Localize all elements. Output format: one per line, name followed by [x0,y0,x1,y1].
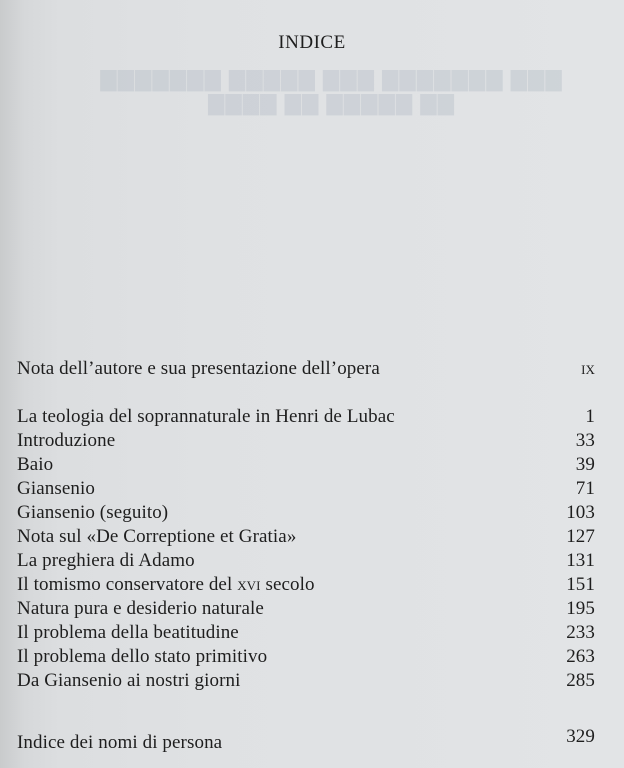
label-part: secolo [260,574,315,595]
toc-entry [17,478,595,500]
toc-entry-page: 131 [566,550,595,571]
toc-entry-label: Il problema della beatitudine [17,622,239,643]
toc-entry [17,454,595,476]
toc-entry [17,622,595,644]
toc-entry-label: La preghiera di Adamo [17,550,195,571]
toc-entry-page: 33 [575,430,595,451]
toc-entry-page: 1 [585,406,595,427]
toc-entry-front-matter [17,358,595,380]
toc-entry [17,430,595,452]
toc-entry [17,550,595,572]
toc-entry-page: 151 [566,574,595,595]
toc-entry-page: 71 [575,478,595,499]
toc-entry-page: 39 [575,454,595,475]
roman-numeral-small-caps: xvi [237,574,261,595]
toc-entry [17,406,595,428]
toc-entry-page: 263 [566,646,595,667]
toc-entry [17,670,595,692]
toc-entry-label: Baio [17,454,54,475]
toc-entry-label: Indice dei nomi di persona [17,732,223,753]
toc-entry-label: La teologia del soprannaturale in Henri de Lubac [17,406,395,427]
toc-entry-label: Natura pura e desiderio naturale [17,598,264,619]
toc-entry [17,574,595,596]
toc-entry-label [17,574,315,596]
toc-entry [17,598,595,620]
toc-entry [17,646,595,668]
page-title: INDICE [278,32,346,53]
toc-entry-page: 233 [566,622,595,643]
toc-entry-page: 329 [566,726,595,747]
toc-entry-label: Introduzione [17,430,116,451]
toc-entry [17,502,595,524]
bleed-through-text: ▇▇▇ ▇▇▇▇▇▇▇ ▇▇▇ ▇▇▇▇▇ ▇▇▇▇▇▇▇ ▇▇ ▇▇▇▇▇ ▇▇ ▇▇▇▇ [98,69,562,115]
toc-entry-label: Da Giansenio ai nostri giorni [17,670,241,691]
toc-entry-page: 103 [566,502,595,523]
toc-entry-page: 195 [566,598,595,619]
toc-entry [17,526,595,548]
toc-entry-label: Nota sul «De Correptione et Gratia» [17,526,297,547]
label-part: Il tomismo conservatore del [17,574,238,595]
toc-entry-label: Giansenio [17,478,95,499]
toc-entry-label: Giansenio (seguito) [17,502,169,523]
toc-entry-page: 127 [566,526,595,547]
toc-entry-back-matter [17,726,595,753]
toc-entry-label: Il problema dello stato primitivo [17,646,268,667]
toc-entry-label: Nota dell’autore e sua presentazione dell’opera [17,358,380,379]
toc-entry-page: 285 [566,670,595,691]
toc-entry-page: ix [581,358,595,379]
